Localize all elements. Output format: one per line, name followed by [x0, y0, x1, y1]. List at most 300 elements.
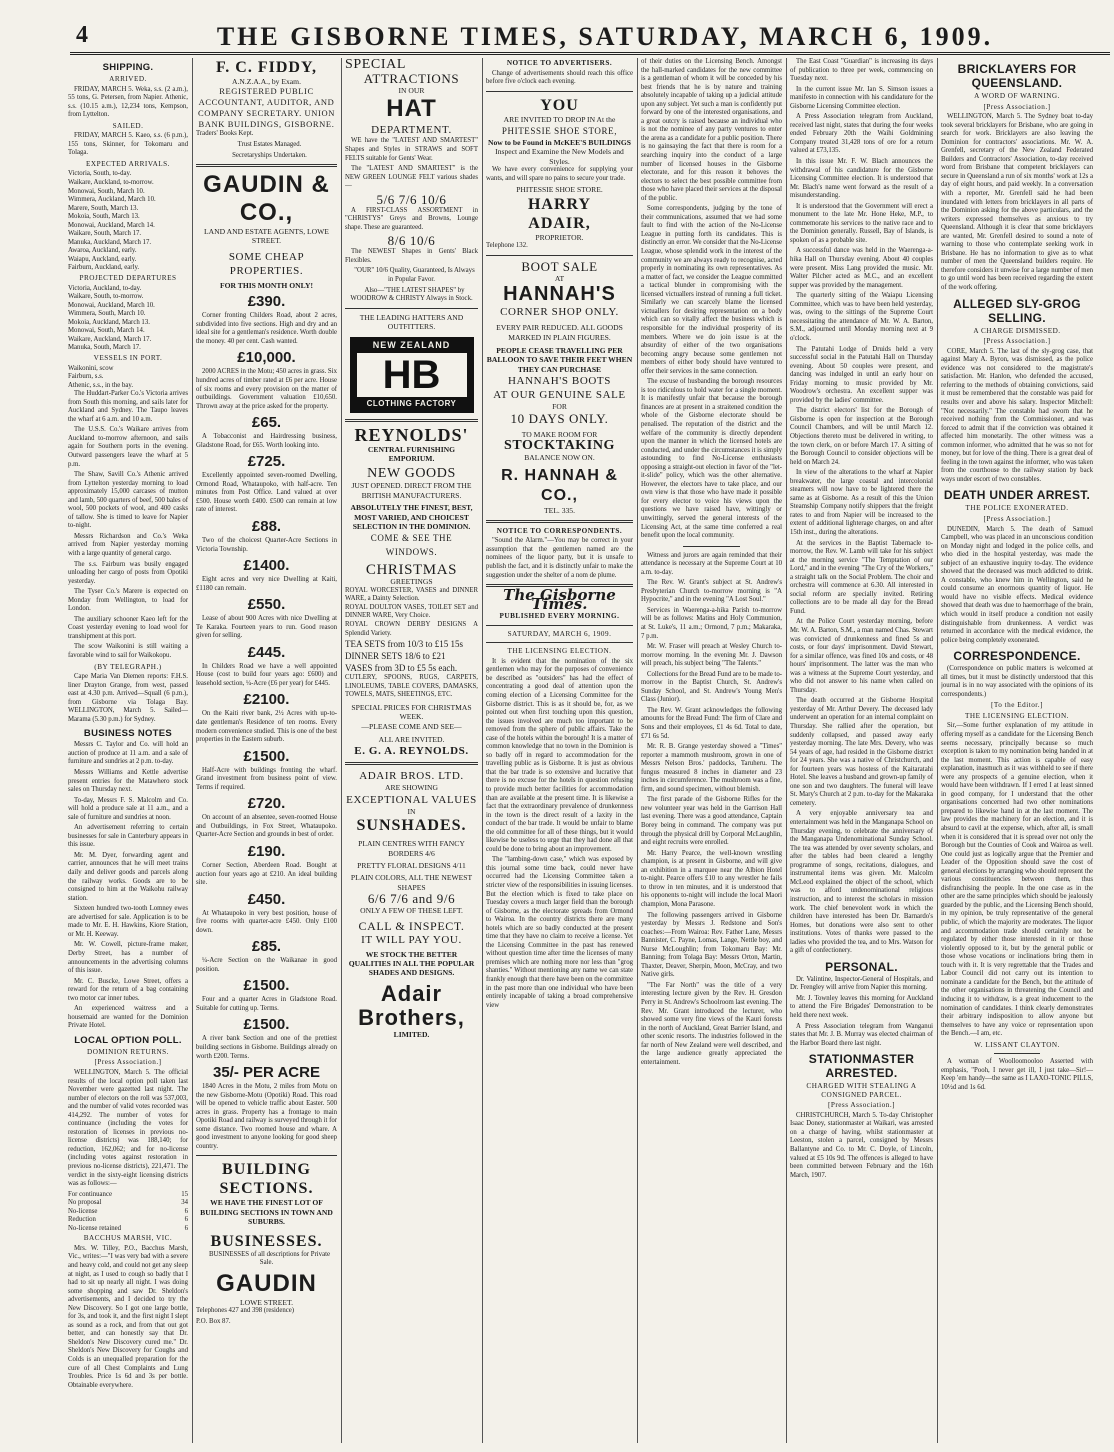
divider: [486, 255, 633, 256]
gisborne-times-nameplate: The Gisborne Times.: [503, 586, 616, 613]
list-item: Mokoia, Auckland, March 13.: [68, 318, 150, 326]
list-item: Monowai, Auckland, March 14.: [68, 221, 155, 229]
list-item: Monowai, South, March 10.: [68, 187, 145, 195]
hat-text: Also—"THE LATEST SHAPES" by WOODROW & CHRISTY Always in Stock.: [350, 286, 473, 303]
genuine-sale: AT OUR GENUINE SALE: [493, 389, 626, 402]
property-description: Two of the choicest Quarter-Acre Sections in Victoria Township.: [196, 537, 337, 553]
list-item: Monowai, Auckland, March 10.: [68, 301, 155, 309]
sly-grog-subheading: A CHARGE DISMISSED.: [973, 326, 1061, 335]
floral-designs: PRETTY FLORAL DESIGNS 4/11: [357, 860, 466, 870]
department-heading: DEPARTMENT.: [371, 124, 452, 137]
property-price: £1500.: [243, 977, 290, 995]
notice-advertisers-text: Change of advertisements should reach this office before five o'clock each evening.: [486, 69, 633, 86]
business-paragraph: Sixteen hundred two-tooth Lomney ewes are advertised for sale. Application is to be made to Mr. E. H. Hawkins, Kiore Station, or Mr. H. Keeway.: [68, 905, 188, 938]
press-association-credit: [Press Association.]: [94, 1058, 162, 1067]
property-price: £1500.: [243, 747, 290, 765]
list-item: Manuka, South, March 17.: [68, 344, 141, 352]
fiddy-name: F. C. FIDDY,: [215, 59, 318, 76]
notice-correspondents-text: "Sound the Alarm."—You may be correct in your assumption that the gentlemen named are the nominees of the liquor party, but it is unsafe to publish the fact, and it is distinctly unfair to make the suggestion under the shelter of a nom de plume.: [486, 537, 633, 579]
hat-text: The NEWEST Shapes in Gents' Black Flexibles.: [345, 248, 478, 264]
column-editorial: [486, 58, 633, 1443]
property-price: £725.: [247, 453, 286, 471]
business-paragraph: Mr. C. Buscke, Lowe Street, offers a reward for the return of a bag containing two motor car inner tubes.: [68, 977, 188, 1002]
result-label: Reduction: [68, 1216, 96, 1224]
licensing-election-heading: THE LICENSING ELECTION.: [507, 647, 612, 656]
news-paragraph: Services in Waerenga-a-hika Parish to-morrow will be as follows: Matins and Holy Communion, at St. Luke's, 11 a.m.; Ormond, 7 p.m.; Makaraka, 7 p.m.: [641, 606, 782, 640]
news-paragraph: In view of the alterations to the wharf at Napier breakwater, the large coastal and intercolonial steamers will now have to be lightered there the same as at Gisborne. As a result of this the Union Steamship Company notify shippers that the freight rates to and from Napier will be increased to the extent of additional lighterage charges, on and after 15th inst., during the alterations.: [790, 469, 933, 536]
divider: [486, 520, 633, 523]
now-found: Now to be Found in McKEE'S BUILDINGS: [487, 138, 632, 148]
editorial-paragraph: The "lambing-down case," which was exposed by this journal some time back, could never have occurred had the Licensing Committee taken a stricter view of the responsibilities in issuing licenses. But the election which is fixed to take place on Tuesday covers a much larger field than the borough of Gisborne, as the electorate spreads from Ormond to Wairoa. In the country districts there are many hotels which are so badly conducted at the present time that they have no claim to receive a license. Yet the Licensing Committee in the past has renewed without question time after time the licenses of many premises which are nothing more nor less than "grog shanties." Without mentioning any name we can state frankly enough that there have been on the committee in the past more than one individual who have been entirely incapable of taking a broad comprehensive view: [486, 856, 633, 1009]
proprietor: PROPRIETOR.: [535, 232, 584, 242]
logo-top-text: NEW ZEALAND: [372, 340, 451, 351]
gaudin-phones: Telephones 427 and 398 (residence): [196, 1307, 295, 1315]
shipping-paragraph: The U.S.S. Co.'s Waikare arrives from Auckland to-morrow afternoon, and sails again for Southern ports in the evening. Outward passengers leave the wharf at 5 p.m.: [68, 426, 188, 468]
property-description: Corner Section, Aberdeen Road. Bought at auction four years ago at £210. An ideal building site.: [196, 861, 337, 887]
death-subheading: THE POLICE EXONERATED.: [965, 504, 1069, 513]
building-heading: BUILDING SECTIONS.: [219, 1161, 314, 1198]
list-item: ROYAL WORCESTER, VASES and DINNER WARE, a Dainty Selection.: [345, 586, 478, 603]
result-value: 6: [184, 1207, 188, 1215]
list-item: CUTLERY, SPOONS, RUGS, CARPETS, LINOLEUMS, TABLE COVERS, DAMASKS, TOWELS, MATS, SHEETINGS, ETC.: [345, 674, 478, 699]
vessels-list: [68, 365, 188, 391]
list-item: Fairburn, s.s.: [68, 373, 104, 381]
gaudin-name: GAUDIN & CO.,: [203, 171, 330, 227]
column-rule: [786, 58, 787, 1443]
hatters-line: THE LEADING HATTERS AND OUTFITTERS.: [359, 312, 464, 332]
convenience-text: We have every convenience for supplying your wants, and will spare no pains to secure your trade.: [486, 166, 633, 182]
table-row: [68, 1216, 188, 1225]
projected-departures-list: [68, 285, 188, 353]
correspondence-heading: CORRESPONDENCE.: [953, 649, 1081, 664]
news-paragraph: The Patutahi Lodge of Druids held a very successful social in the Patutahi Hall on Thursday evening. About 50 couples were present, and dancing was indulged in until an early hour on Friday morning to music provided by Mr. Woodrow's orchestra. An excellent supper was provided by the ladies' committee.: [790, 345, 933, 404]
column-shipping: [68, 58, 188, 1443]
result-value: 34: [181, 1199, 188, 1207]
telephone: Telephone 132.: [486, 242, 528, 250]
news-paragraph: The quarterly sitting of the Waiapu Licensing Committee, which was to have been held yesterday, was, owing to the sittings of the Supreme Court necessitating the attendance of Mr. W. A. Barton, S.M., adjourned until Monday morning next at 9 o'clock.: [790, 292, 933, 342]
stationmaster-subheading: CHARGED WITH STEALING A CONSIGNED PARCEL.: [806, 1082, 917, 1099]
sunshade-prices: 6/6 7/6 and 9/6: [367, 891, 456, 907]
hat-heading: HAT: [386, 95, 437, 123]
hat-text: A FIRST-CLASS ASSORTMENT in "CHRISTYS" Greys and Browns, Lounge shape. These are guaranteed.: [345, 206, 478, 231]
projected-departures-heading: PROJECTED DEPARTURES: [79, 274, 177, 283]
at-word: AT: [554, 273, 565, 283]
table-row: [68, 1191, 188, 1200]
property-price: £190.: [247, 842, 286, 860]
news-paragraph: Mr. Harry Pearce, the well-known wrestling champion, is at present in Gisborne, and will give an exhibition in a marquee near the Albion Hotel to-night. Pearce offers £10 to any wrestler he fails to throw in ten minutes, and it is understood that his opponents to-night will include the local Maori champion, Mona Parasone.: [641, 849, 782, 908]
building-text: WE HAVE THE FINEST LOT OF BUILDING SECTIONS IN TOWN AND SUBURBS.: [200, 1198, 333, 1227]
news-paragraph: At the services in the Baptist Tabernacle to-morrow, the Rev. W. Lamb will take for his subject at the morning service "The Temptation of our Lord," and in the evening "The Cry of the Workers," a straight talk on the Social Problem. The choir and orchestra will commence at 6.30. All interested in social reform are specially invited. Retiring collections are to be made all day for the Bread Fund.: [790, 539, 933, 615]
editorial-paragraph: The excuse of husbanding the borough resources is too ridiculous to hold water for a single moment. It is manifestly unfair that because the borough finances are at present in a straitened condition the whole of the Gisborne electorate should be penalised. The reputation of the district and the welfare of the community is directly dependent upon the manner in which the licensed hotels are conducted, and under the circumstances it is simply astounding to find No-License enthusiasts opposing a straight-out election in favor of the "let-it-slide" policy, which was the other alternative. However, the electors have to take place, and our own view is that those who have made it possible for every elector to voice his views upon the questions we have raised have, wittingly or unwittingly, served the general interests of the Licensing Act, at the same time conferred a real benefit upon the local community.: [641, 378, 782, 540]
logo-bottom-text: CLOTHING FACTORY: [366, 398, 457, 408]
expected-arrivals-list: [68, 170, 188, 273]
hb-clothing-factory-logo: [350, 337, 474, 412]
local-option-subheading: DOMINION RETURNS.: [87, 1047, 169, 1056]
bacchus-text: Mrs. W. Tilley, P.O., Bacchus Marsh, Vic., writes:—"I was very bad with a severe and heavy cold, and could not get any sleep at night, as I used to cough so badly that I had to sit up nearly all night. I was doing some shopping and saw Dr. Sheldon's advertisements, and I decided to try the New Discovery. So I got one large bottle, for 3s, and took it, and the first night I slept as sound as a rock, and from that out got better, and can honestly say that Dr. Sheldon's New Discovery cured me." Dr. Sheldon's New Discovery for Coughs and Colds is an unequalled preparation for the cure of all Chest Complaints and Lung Troubles. Price 1s 6d and 3s per bottle. Obtainable everywhere.: [68, 1244, 188, 1389]
correspondence-note: (Correspondence on public matters is welcomed at all times, but it must be distinctly understood that this journal is in no way associated with the opinions of its correspondents.): [941, 665, 1093, 698]
business-paragraph: An advertisement referring to certain businesses for sale in Canterbury appears in this issue.: [68, 824, 188, 849]
make-room: TO MAKE ROOM FOR: [521, 429, 598, 439]
property-description: At Whataupoko in very best position, house of five rooms with quarter-acre £450. Only £100 down.: [196, 909, 337, 934]
column-rule: [482, 58, 483, 1443]
property-price: £65.: [251, 414, 282, 432]
plain-colors: PLAIN COLORS, ALL THE NEWEST SHAPES: [350, 873, 473, 892]
bricklayers-heading: BRICKLAYERS FOR QUEENSLAND.: [957, 62, 1077, 90]
gaudin-footer-street: LOWE STREET.: [239, 1297, 293, 1307]
list-item: Victoria, Auckland, to-day.: [68, 284, 142, 292]
phitessie-name-2: PHITESSIE SHOE STORE.: [516, 185, 603, 195]
list-item: ROYAL DOULTON VASES, TOILET SET and DINNER WARE, Very Choice.: [345, 603, 478, 620]
table-row: [68, 1199, 188, 1208]
every-pair: EVERY PAIR REDUCED. ALL GOODS MARKED IN PLAIN FIGURES.: [496, 323, 623, 342]
attractions-heading: ATTRACTIONS: [363, 71, 460, 86]
new-goods-text: JUST OPENED. DIRECT FROM THE BRITISH MANUFACTURERS.: [351, 481, 472, 500]
businesses-text: BUSINESSES of all descriptions for Private Sale.: [208, 1250, 330, 1267]
vessels-in-port-heading: VESSELS IN PORT.: [93, 353, 163, 362]
divider: [345, 419, 478, 422]
divider: [196, 164, 337, 167]
list-item: Monowai, South, March 14.: [68, 327, 145, 335]
news-paragraph: The following passengers arrived in Gisborne yesterday by Messrs J. Redstone and Son's coaches:—From Wairoa: Rev. Father Lane, Messrs Bannister, C. Payne, Lomas, Lange, Nettle boy, and Nurse McLoughlin; from Tokomaru Bay: Mr. Banning; from Tolaga Bay: Messrs Orton, Martin, Thaxter, Deaver, Sherpin, Moon, McCray, and two Native girls.: [641, 911, 782, 979]
reynolds-sub: CENTRAL FURNISHING EMPORIUM.: [367, 444, 456, 463]
masthead: [70, 22, 1110, 55]
stationmaster-heading: STATIONMASTER ARRESTED.: [808, 1052, 915, 1081]
property-description: 2000 ACRES in the Motu; 450 acres in grass. Six hundred acres of timber rated at £6 per acre. House of six rooms and every provision on the matter of outbuildings. Government valuation £10,650. Thrown away at the price asked for the property.: [196, 368, 337, 410]
business-paragraph: Messrs C. Taylor and Co. will hold an auction of produce at 11 a.m. and a sale of furniture and sundries at 2 p.m. to-day.: [68, 741, 188, 766]
property-description: Four and a quarter Acres in Gladstone Road. Suitable for cutting up. Terms.: [196, 996, 337, 1012]
hannahs-boots: HANNAH'S BOOTS: [508, 375, 611, 388]
adair-name: ADAIR BROS. LTD.: [359, 770, 464, 783]
adair-logo-line: Brothers,: [358, 1004, 465, 1030]
stocktaking: STOCKTAKING: [503, 437, 616, 453]
shipping-paragraph: The Shaw, Savill Co.'s Athenic arrived from Lyttelton yesterday morning to load approximately 15,000 carcases of mutton and lamb, 500 quarters of beef, 500 bales of wool, 500 pockets of wool, and 400 casks of tallow. She is timed to leave for Napier to-night.: [68, 471, 188, 530]
news-paragraph: The Rev. W. Grant acknowledges the following amounts for the Bread Fund: The firm of Clare and Sons and their employees, £1 4s 6d. Total to date, £71 6s 5d.: [641, 706, 782, 740]
sly-grog-heading: ALLEGED SLY-GROG SELLING.: [953, 296, 1081, 325]
news-paragraph: A very enjoyable anniversary tea and entertainment was held in the Manganapa School on Thursday evening, to celebrate the anniversary of the Manganapa Undenominational Sunday School. The tea was attended by over seventy scholars, and after the tables had been cleared a lengthy programme of songs, recitations, dialogues, and instrumental items was given. Mr. Malcolm McLeod explained the object of the school, which was to afford undenominational religious instruction, and to interest the scholars in mission work. The chief benevolent work in which the children have interested has been Dr. Barnardo's Homes, but donations were also sent to other institutions. Votes of thanks were passed to the ladies who provided the tea, and to Mrs. Watson for a gift of confectionery.: [790, 810, 933, 955]
telegraph-heading: (BY TELEGRAPH.): [94, 662, 162, 671]
peracre-price: 35/- PER ACRE: [213, 1064, 320, 1082]
divider: [486, 625, 633, 626]
column-news-personal: [790, 58, 933, 1443]
fiddy-line: Traders' Books Kept.: [196, 130, 254, 138]
list-item: Marere, South, March 13.: [68, 204, 139, 212]
divider: [196, 1155, 337, 1156]
letter-title: THE LICENSING ELECTION.: [965, 711, 1069, 720]
poll-results-table: [68, 1191, 188, 1234]
property-price: £85.: [251, 938, 282, 956]
list-item: Waiapu, Auckland, early.: [68, 255, 137, 263]
property-description: On account of an absentee, seven-roomed House and Outbuildings, in Fox Street, Whataupoko. Quarter-Acre Section and grounds in best of order.: [196, 814, 337, 839]
property-price: £445.: [247, 643, 286, 661]
hat-text: "OUR" 10/6 Quality, Guaranteed, Is Always in Popular Favor.: [354, 267, 475, 283]
property-description: In Childers Road we have a well appointed House (cost to build four years ago: £600) and leasehold section, ¼-Acre (£6 per year) for £445.: [196, 662, 337, 687]
letter-signature: W. LISSANT CLAYTON.: [974, 1040, 1060, 1049]
please-come: —PLEASE COME AND SEE—: [361, 721, 462, 731]
result-label: No-license retained: [68, 1224, 122, 1232]
in-word: IN: [407, 806, 416, 816]
property-description: Eight acres and very nice Dwelling at Kaiti, £1180 can remain.: [196, 576, 337, 592]
business-notes-heading: BUSINESS NOTES: [83, 728, 173, 740]
press-association-credit: [Press Association.]: [983, 514, 1051, 523]
property-price: £450.: [247, 890, 286, 908]
column-rule: [192, 58, 193, 1443]
divider: [486, 91, 633, 92]
hannah-tel: TEL. 335.: [543, 506, 575, 516]
special-prices: SPECIAL PRICES FOR CHRISTMAS WEEK.: [351, 702, 472, 722]
list-item: VASES from 3D to £5 5s each.: [345, 663, 458, 674]
property-description: A Tobacconist and Hairdressing business, Gladstone Road, for £65. Worth looking into.: [196, 433, 337, 449]
bacchus-heading: BACCHUS MARSH, VIC.: [83, 1234, 173, 1243]
column-store-ads: [345, 58, 478, 1443]
property-price: £720.: [247, 795, 286, 813]
in-our: IN OUR: [398, 86, 425, 95]
property-price: £390.: [247, 293, 286, 311]
arrived-text: FRIDAY, MARCH 5. Weka, s.s. (2 a.m.), 55 tons, G. Petersen, from Napier. Athenic, s.s. (10.15 a.m.), 12,234 tons, Kempson, from Lyttelton.: [68, 85, 188, 119]
laxo-tonic-text: A woman of Woolloomooloo Asserted with emphasis, "Pooh, I never get ill, I just take—Sir!— Keep 'em handy—the same as I LAXO-TONIC PILLS, 10½d and 1s 6d.: [941, 1058, 1093, 1091]
news-paragraph: In the current issue Mr. Ian S. Simson issues a manifesto in connection with his candidature for the Gisborne Licensing Committee election.: [790, 85, 933, 110]
adair-logo-line: Adair: [380, 980, 443, 1006]
list-item: Fairburn, Auckland, early.: [68, 264, 140, 272]
list-item: Waikare, Auckland, to-morrow.: [68, 179, 154, 187]
hat-prices: 8/6 10/6: [387, 233, 436, 249]
list-item: ROYAL CROWN DERBY DESIGNS A Splendid Variety.: [345, 620, 478, 637]
hat-text: The "LATEST AND SMARTEST" is the NEW GREEN LOUNGE FELT various shades—: [345, 165, 478, 190]
divider: [683, 546, 739, 547]
news-paragraph: In this issue Mr. F. W. Blach announces the withdrawal of his candidature for the Gisborne Licensing Committee election. It is understood that Mr. Blach's name went forward as the result of a misunderstanding.: [790, 158, 933, 200]
list-item: Mokoia, South, March 13.: [68, 213, 140, 221]
shipping-paragraph: Messrs Richardson and Co.'s Weka arrived from Napier yesterday morning with a large quantity of general cargo.: [68, 532, 188, 557]
list-item: Awaroa, Auckland, early.: [68, 247, 137, 255]
news-paragraph: It is understood that the Government will erect a monument to the late Mr. Hone Heke, M.P., to commemorate his services to the native race and to the Dominion generally. Russell, Bay of Islands, is spoken of as a probable site.: [790, 202, 933, 244]
result-label: For continuance: [68, 1190, 112, 1198]
fiddy-line: Trust Estates Managed.: [237, 140, 302, 148]
divider: [345, 308, 478, 309]
personal-heading: PERSONAL.: [825, 959, 898, 974]
news-paragraph: Witness and jurors are again reminded that their attendance is necessary at the Supreme Court at 10 a.m. to-day.: [641, 551, 782, 576]
shipping-paragraph: The Huddart-Parker Co.'s Victoria arrives from South this morning, and sails later for Auckland and Sydney. The Taupo leaves the wharf at 6 a.m. and 10 a.m.: [68, 390, 188, 423]
absolutely-text: ABSOLUTELY THE FINEST, BEST, MOST VARIED, AND CHOICEST SELECTION IN THE DOMINION.: [350, 503, 473, 531]
business-paragraph: An experienced waitress and a housemaid are wanted for the Dominion Private Hotel.: [68, 1005, 188, 1030]
property-description: On the Kaiti river bank, 2½ Acres with up-to-date gentleman's Residence of ten rooms. Every modern convenience studied. This is one of the best properties in the Eastern suburb.: [196, 710, 337, 744]
news-paragraph: A successful dance was held in the Waerenga-a-hika Hall on Thursday evening. About 40 couples were present. Miss Lang provided the music. Mr. Walter Pilcher acted as M.C., and an excellent supper was provided by the management.: [790, 247, 933, 289]
news-paragraph: The first parade of the Gisborne Rifles for the new volunteer year was held in the Garrison Hall last evening. There was a good attendance, Captain Borey being in command. The company was put through the physical drill by Corporal McLaughlin, and eight recruits were enrolled.: [641, 796, 782, 847]
property-price: £88.: [251, 518, 282, 536]
death-text: DUNEDIN, March 5. The death of Samuel Campbell, who was placed in an unconscious condition on Monday night and lodged in the police cells, and who died in the hospital yesterday, was made the subject of an exhaustive inquiry to-day. The evidence showed that the deceased was much addicted to drink. A constable, who knew him in Wellington, said he could consume an enormous quantity of liquor. He would have no visible effects. Medical evidence showed that death was due to haemorrhage of the brain, which would in itself produce a condition not easily distinguishable from drunkenness. A verdict was returned in accordance with the medical evidence, the police being completely exonerated.: [941, 525, 1093, 644]
newspaper-title: THE GISBORNE TIMES, SATURDAY, MARCH 6, 1909.: [216, 22, 994, 51]
list-item: TEA SETS from 10/3 to £15 15s: [345, 639, 464, 650]
personal-paragraph: A Press Association telegram from Wanganui states that Mr. J. B. Murray was elected chairman of the Harbor Board there last night.: [790, 1022, 933, 1047]
property-description: Corner fronting Childers Road, about 2 acres, subdivided into five sections. High and dry and an ideal site for a gentleman's residence. Worth double the money. 40 per cent. Cash wanted.: [196, 312, 337, 345]
property-price: £1500.: [243, 1016, 290, 1034]
page-number: 4: [76, 22, 88, 48]
table-row: [68, 1225, 188, 1234]
column-rule: [637, 58, 638, 1443]
list-item: Waikare, Auckland, March 17.: [68, 335, 152, 343]
property-description: Excellently appointed seven-roomed Dwelling, Ormond Road, Whataupoko, with half-acre. Ten minutes from Post Office. Land valued at over £500. House worth £400. £500 can remain at low rate of interest.: [196, 472, 337, 514]
hannah-co: R. HANNAH & CO.,: [501, 467, 618, 505]
press-association-credit: [Press Association.]: [983, 102, 1051, 111]
sailed-text: FRIDAY, MARCH 5. Kaeo, s.s. (6 p.m.), 155 tons, Skinner, for Tokomaru and Tolaga.: [68, 132, 188, 157]
to-the-editor: [To the Editor.]: [990, 701, 1043, 710]
plain-centres: PLAIN CENTRES WITH FANCY BORDERS 4/6: [358, 839, 465, 858]
news-paragraph: The East Coast "Guardian" is increasing its days of publication to three per week, commencing on Tuesday next.: [790, 58, 933, 83]
list-item: Waikare, South, March 17.: [68, 230, 142, 238]
result-value: 15: [181, 1190, 188, 1198]
telegraph-text: Cape Maria Van Diemen reports: F.H.S. liner Drayton Grange, from west, passed east at 4.30 p.m. Arrived—Squall (6 p.m.), from Gisborne via Tolaga Bay. WELLINGTON, March 5. Sailed—Marama (5.30 p.m.) for Sydney.: [68, 673, 188, 723]
corner-shop: CORNER SHOP ONLY.: [500, 306, 619, 319]
editorial-paragraph: It is evident that the nomination of the six gentlemen who may for the purposes of convenience be described as "outsiders" has had the effect of concentrating a good deal of attention upon the coming election of a Licensing Committee for the Gisborne district. This is as it should be, for, as we pointed out when first touching upon this question, the issues involved are much too important to be removed from the sphere of public affairs. Take the case of the hotels within the borough! It is a matter of common knowledge that no town in the Dominion is so badly off in regard to accommodation for the travelling public as is Gisborne. It is just as obvious that the bar trade is so extensive and lucrative that there is no excuse for the hotels in question refusing to provide much better facilities for accommodation than are available at the present time. It is likewise a fact that the extraordinary prevalence of drunkenness in the town is the direct result of a laxity in the conduct of the bar trade. It would be unfair to blame the old committee for all of these things, but it would likewise be useless to urge that they had done all that could be done to bring about an improvement.: [486, 657, 633, 853]
shipping-paragraph: The s.s. Fairburn was busily engaged unloading her cargo of posts from Opotiki yesterday.: [68, 560, 188, 585]
business-paragraph: Mr. W. Cowell, picture-frame maker, Derby Street, has a number of announcements in the advertising columns of this issue.: [68, 941, 188, 975]
sly-grog-text: CORE, March 5. The last of the sly-grog case, that against Mary A. Byron, was dismissed, as the police evidence was not considered to the magistrate's satisfaction. Mr. Hanlon, who defended the accused, referring to the methods of obtaining convictions, said it must be remembered that the constable was paid for results over and above his salary. Inspector Mitchell: "Not necessarily." The constable had sworn that he received nothing from the Commissioner, and was forced to admit that if the conviction was obtained it affected him monetarily. The other witness was a common informer, who admitted that he was so not for money, but for love of the thing. There is a great deal of feeling in the town against the informer, who was taken from the courthouse to the railway station by back ways under escort of two constables.: [941, 347, 1093, 483]
notice-advertisers-heading: NOTICE TO ADVERTISERS.: [506, 59, 613, 67]
property-listings: [196, 293, 337, 1061]
fiddy-line: Secretaryships Undertaken.: [232, 151, 307, 159]
logo-hb: HB: [356, 352, 468, 398]
news-paragraph: A Press Association telegram from Auckland, received last night, states that during the four weeks ended February 20th the Waihi Goldmining Company treated 31,428 tons of ore for a return valued at £73,135.: [790, 113, 933, 155]
property-description: Lease of about 900 Acres with nice Dwelling at Te Karaka. Fourteen years to run. Good reason given for selling.: [196, 615, 337, 640]
list-item: Waikonini, scow: [68, 364, 114, 372]
gaudin-month: FOR THIS MONTH ONLY!: [219, 280, 314, 290]
property-price: £2100.: [243, 691, 290, 709]
for-word: FOR: [552, 402, 567, 412]
exceptional-values: EXCEPTIONAL VALUES: [346, 793, 477, 806]
reynolds-name: E. G. A. REYNOLDS.: [354, 745, 469, 758]
news-paragraph: The Rev. W. Grant's subject at St. Andrew's Presbyterian Church to-morrow morning is "A Hypocrite," and in the evening "A Lost Soul.": [641, 579, 782, 604]
ten-days: 10 DAYS ONLY.: [510, 410, 609, 426]
adair-logo-limited: LIMITED.: [393, 1029, 430, 1039]
property-price: £10,000.: [237, 349, 296, 367]
only-few: ONLY A FEW OF THESE LEFT.: [360, 906, 463, 916]
stationmaster-text: CHRISTCHURCH, March 5. To-day Christopher Isaac Doney, stationmaster at Waikari, was arrested on a charge of having, whilst stationmaster at Leeston, stolen a parcel, consigned by Messrs Ballantyne and Co. to Mr. C. Doyle, of Lincoln, valued at £5 10s 9d. The offences is alleged to have been committed between February and the 16th March, 1907.: [790, 1111, 933, 1179]
call-inspect: CALL & INSPECT.: [358, 918, 465, 933]
bricklayers-text: WELLINGTON, March 5. The Sydney boat to-day took several bricklayers for Brisbane, who are going in search for work. Bricklayers are also leaving the Dominion for contractors' associations. Mr. W. A. Grenfell, secretary of the New Zealand Federated Builders and Contractors' Association, to-day received word from Brisbane that competent bricklayers can secure in Queensland a run of six months' work at 12s a day of eight hours, and paid weekly. In a conversation with a reporter, Mr. Grenfell said he had been inundated with letters from bricklayers in all parts of the Dominion asking for the above particulars, and the writers expressed themselves as anxious to try Queensland. Although it is clear that some bricklayers are wanted, Mr. Grenfell desired to sound a note of warning to those who contemplate seeking work in Brisbane. He has no information to give as to what number of men the Queensland builders require. He therefore considers it unwise for a large number of men to go until word has been received regarding the extent of the work offering.: [941, 113, 1093, 292]
shipping-paragraph: The auxiliary schooner Kaeo left for the Coast yesterday evening to load wool for transhipment at this port.: [68, 615, 188, 640]
property-price: £550.: [247, 596, 286, 614]
list-item: Wimmera, Auckland, March 10.: [68, 196, 156, 204]
people-cease: PEOPLE CEASE TRAVELLING PER BALLOON TO SAVE THEIR FEET WHEN THEY CAN PURCHASE: [486, 345, 633, 374]
shipping-paragraph: The Tyser Co.'s Marere is expected on Monday from Wellington, to load for London.: [68, 588, 188, 613]
column-rule: [937, 58, 938, 1443]
news-paragraph: Mr. W. Fraser will preach at Wesley Church to-morrow morning. In the evening Mr. J. Dawson will preach, his subject being "The Talents.": [641, 643, 782, 668]
gaudin-po: P.O. Box 87.: [196, 1317, 231, 1325]
sunshades-heading: SUNSHADES.: [356, 817, 467, 835]
divider: [486, 642, 633, 643]
goods-list: [345, 587, 478, 700]
gaudin-cheap: SOME CHEAP PROPERTIES.: [228, 250, 305, 277]
list-item: Manuka, Auckland, March 17.: [68, 238, 152, 246]
death-under-arrest-heading: DEATH UNDER ARREST.: [943, 488, 1091, 503]
divider: [345, 762, 478, 765]
gaudin-sub: LAND AND ESTATE AGENTS, LOWE STREET.: [204, 227, 329, 246]
local-option-poll-heading: LOCAL OPTION POLL.: [74, 1034, 182, 1046]
editorial-paragraph: Some correspondents, judging by the tone of their communications, assumed that we had some fault to find with the action of the No-License League in putting forth its candidates. This is distinctly an error. We consider that the No-License League, whose splendid work in the interest of the community we are always ready to recognise, acted properly in nominating its own representatives. As a matter of fact, we consider the League committed a tactical blunder in compromising with the licensed victuallers instead of running a full ticket. Similarly we can scarcely blame the licensed victuallers for desiring representation on a body which can so vitally affect the business which is responsible for the individual prosperity of its members. Where we do join issue is at the absurdity of either of the two organisations becoming angry because some gentlemen not members of either body should have ventured to offer their services in the same connection.: [641, 205, 782, 375]
personal-paragraph: Dr. Valintine, Inspector-General of Hospitals, and Dr. Frengley will arrive from Napier this morning.: [790, 975, 933, 992]
business-paragraph: Mr. M. Dyer, forwarding agent and carrier, announces that he will meet trains daily and deliver goods and parcels along the railway works. Goods are to be consigned to him at the Waikohu railway station.: [68, 851, 188, 902]
will-pay: IT WILL PAY YOU.: [361, 933, 462, 946]
invited-text: ARE INVITED TO DROP IN At the: [503, 114, 616, 124]
phitessie-name: PHITESSIE SHOE STORE,: [501, 126, 618, 137]
property-price: £1400.: [243, 557, 290, 575]
balance-now-on: BALANCE NOW ON.: [524, 452, 595, 462]
adair-surname: ADAIR,: [528, 214, 591, 232]
press-association-credit: [Press Association.]: [827, 1101, 896, 1110]
peracre-text: 1840 Acres in the Motu, 2 miles from Motu on the new Gisborne-Motu (Opotiki) Road. This road will be opened to vehicle traffic about Easter. 500 acres in grass. Property has a frontage to main Opotiki Road and railway is surveyed through it for some distance. Two roomed house and whare. A good investment to anyone looking for good sheep country.: [196, 1083, 337, 1150]
letter-text: Sir,—Some further explanation of my attitude in offering myself as a candidate for the Licensing Bench seems necessary, principally because so much exception is taken to my nomination being handed in at the last moment. This action is capable of easy explanation, inasmuch as it was withheld to see if there were any prospects of a genuine election, when it would have been withdrawn. If I erred I at least sinned in good company, for I understand that the other organisations concerned had two other nominations prepared to likewise hand in at the last moment. The law provides the machinery for an election, and it is absurd to cavil at the expense, which, after all, is small when it is considered that it is spread over not only the Borough but the Counties of Cook and Wairoa as well. One could just as logically argue that the Premier and Leader of the Opposition should save the cost of general elections by arranging who should represent the various constituencies between them, thus disfranchising the people. In the one case as in the other are the same principles which should be jealously guarded by the public, and the Licensing Bench should, in my opinion, be truly representative of the general public, of which the majority are moderates. The liquor and accommodation trade should certainly not be regulated by either those interested in it or those violently opposed to it, but by the general public or those whose vocations or inclinations bring them in touch with it. It is very regrettable that the Trades and Labor Council did not carry out its intention to nominate a candidate for the Bench, but the attitude of the other organisations in threatening the Council and inducing it to withdraw, is a great inducement to the nomination of candidates. I think clearly demonstrates their arbitrary indisposition to allow anyone but themselves to have any voice or representation upon the Bench.—I am, etc.: [941, 722, 1093, 1038]
all-invited: ALL ARE INVITED.: [378, 734, 445, 744]
result-label: No proposal: [68, 1199, 102, 1207]
expected-arrivals-heading: EXPECTED ARRIVALS.: [86, 159, 170, 168]
gaudin-footer: GAUDIN: [216, 1269, 317, 1297]
column-gaudin-ads: [196, 58, 337, 1443]
list-item: DINNER SETS 18/6 to £21: [345, 651, 446, 662]
businesses-heading: BUSINESSES.: [210, 1232, 323, 1250]
new-goods-heading: NEW GOODS: [367, 466, 456, 482]
business-paragraph: Messrs Williams and Kettle advertise present entries for the Matawhero stock sales on Thursday next.: [68, 769, 188, 794]
news-paragraph: At the Police Court yesterday morning, before Mr. W. A. Barton, S.M., a man named Chas. Stewart was convicted of drunkenness and fined 5s and costs, or four days' imprisonment. David Stewart, for a similar offence, was fined 10s and costs, or 48 hours' imprisonment. The latter was the man who was a witness at the Supreme Court yesterday, and who did not answer to his name when called on Thursday.: [790, 618, 933, 694]
christmas-heading: CHRISTMAS: [365, 562, 458, 579]
reynolds-heading: REYNOLDS': [354, 424, 469, 445]
column-telegrams: [941, 58, 1093, 1443]
list-item: Wimmera, South, March 10.: [68, 310, 146, 318]
harry-name: HARRY: [527, 195, 592, 213]
news-paragraph: Collections for the Bread Fund are to be made to-morrow in the Baptist Church, St. Andrew's Sunday School, and St. Andrew's Young Men's Class (Junior).: [641, 670, 782, 704]
news-paragraph: The district electors' list for the Borough of Gisborne is open for inspection at the Borough Council Chambers, and will be until March 12. Objections thereto must be delivered in writing, to the town clerk, on or before March 17. A sitting of the Borough Council to consider objections will be held on March 24.: [790, 407, 933, 466]
stock-text: WE STOCK THE BETTER QUALITIES IN ALL THE POPULAR SHADES AND DESIGNS.: [348, 949, 475, 978]
hannahs-heading: HANNAH'S: [503, 283, 616, 306]
local-option-text: WELLINGTON, March 5. The official results of the local option poll taken last November were gazetted last night. The number of electors on the roll was 537,003, and the number of valid votes recorded was 414,292. The number of votes for continuance (including the votes for restoration of licenses in previous no-license districts) was 188,140; for reduction, 162,062; and for no-license (including votes against restoration in previous no-license districts), 221,471. The verdict in the sixty-eight licensing districts was as follows:—: [68, 1068, 188, 1188]
business-paragraph: To-day, Messrs F. S. Malcolm and Co. will hold a produce sale at 11 a.m., and a sale of furniture and sundries at noon.: [68, 796, 188, 821]
column-local-news: [641, 58, 782, 1443]
property-description: Half-Acre with buildings fronting the wharf. Grand investment from business point of view. Terms if required.: [196, 766, 337, 791]
published-line: PUBLISHED EVERY MORNING.: [499, 612, 620, 621]
editorial-continued: of their duties on the Licensing Bench. Amongst the hall-marked candidates for the new committee is a gentleman of whom it will be conceded by his best friends that he is by nature and training absolutely incapable of taking up a judicial attitude upon any subject. Yet such a man is confidently put forward by one of the interested organisations, and a great outcry is raised because an individual who is not the nominee of any party ventures to enter the arena as a candidate for a public position. There is no gainsaying the fact that there is room for a searching inquiry into the conduct of a large number of licensed houses in the Gisborne electorate, and for this reason it behoves the electors to select the best possible committee from those who have placed their services at the disposal of the public.: [641, 58, 782, 202]
result-value: 6: [184, 1224, 188, 1232]
issue-date: SATURDAY, MARCH 6, 1909.: [507, 629, 612, 638]
shipping-paragraph: The scow Waikonini is still waiting a favorable wind to sail for Waikokopu.: [68, 643, 188, 659]
personal-paragraph: Mr. J. Townley leaves this morning for Auckland to attend the Fire Brigades' Demonstration to be held there next week.: [790, 994, 933, 1019]
special-heading: SPECIAL: [345, 58, 406, 72]
hat-prices: 5/6 7/6 10/6: [376, 191, 447, 207]
inspect-text: Inspect and Examine the New Models and Styles.: [495, 147, 624, 166]
hat-text: WE have the "LATEST AND SMARTEST" Shapes and Styles in STRAWS and SOFT FELTS suitable for Gents' Wear.: [345, 137, 478, 162]
result-value: 6: [184, 1216, 188, 1224]
sailed-heading: SAILED.: [112, 121, 144, 130]
property-description: A river bank Section and one of the prettiest building sections in Gisborne. Buildings already on worth £200. Terms.: [196, 1035, 337, 1060]
notice-correspondents-heading: NOTICE TO CORRESPONDENTS.: [496, 526, 623, 535]
column-rule: [341, 58, 342, 1443]
news-paragraph: The death occurred at the Gisborne Hospital yesterday of Mr. Arthur Devery. The deceased lady underwent an operation for an internal complaint on Thursday. She rallied after the operation, but suddenly collapsed, and passed away early yesterday morning. The late Mrs. Devery, who was 54 years of age, had resided in the Gisborne district for 24 years. She was a native of Christchurch, and for fourteen years was hostess of the Kaitaratahi Hotel. She leaves a husband and grown-up family of one son and two daughters. The funeral will leave St. Mary's Church at 2 p.m. to-day for the Makaraka cemetery.: [790, 697, 933, 807]
press-association-credit: [Press Association.]: [983, 337, 1051, 346]
boot-sale-heading: BOOT SALE: [521, 258, 598, 274]
news-paragraph: Mr. R. B. Grange yesterday showed a "Times" reporter a mammoth mushroom, grown in one of Messrs Nelson Bros.' paddocks, Taruheru. The fungus measured 8 inches in diameter and 23 inches in circumference. The mushroom was a fine, firm, and sound specimen, without blemish.: [641, 743, 782, 793]
result-label: No-license: [68, 1207, 98, 1215]
bricklayers-subheading: A WORD OF WARNING.: [974, 92, 1060, 100]
divider: [994, 1053, 1040, 1054]
property-description: ¼-Acre Section on the Waikanae in good position.: [196, 957, 337, 973]
list-item: Victoria, South, to-day.: [68, 170, 132, 178]
fiddy-text: REGISTERED PUBLIC ACCOUNTANT, AUDITOR, AND COMPANY SECRETARY. UNION BANK BUILDINGS, GISBORNE.: [198, 86, 335, 130]
adair-showing: ARE SHOWING: [385, 783, 438, 793]
come-see: COME & SEE THE WINDOWS.: [370, 533, 453, 558]
christmas-sub: GREETINGS: [390, 577, 433, 587]
list-item: Waikare, South, to-morrow.: [68, 293, 144, 301]
arrived-heading: ARRIVED.: [109, 75, 147, 83]
shipping-heading: SHIPPING.: [102, 62, 154, 73]
fiddy-quals: A.N.Z.A.A., by Exam.: [232, 77, 301, 86]
news-paragraph: "The Far North" was the title of a very interesting lecture given by the Rev. H. Gresdon Perry in St. Andrew's Schoolroom last evening. The Rev. Mr. Grant introduced the lecturer, who showed some very fine views of the Kauri forests in the north of Auckland, Great Barrier Island, and other scenic resorts. The industries followed in the far north of New Zealand were well described, and the large audience greatly appreciated the entertainment.: [641, 981, 782, 1066]
table-row: [68, 1208, 188, 1217]
